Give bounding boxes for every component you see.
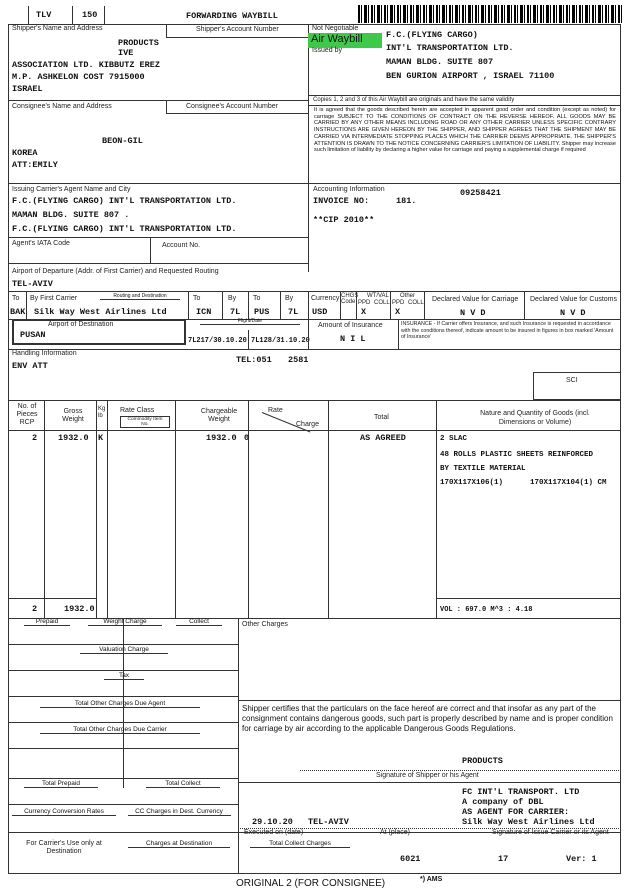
cargo-total: AS AGREED: [360, 433, 406, 443]
awb-prefix: 150: [82, 10, 98, 20]
shipper-label: Shipper's Name and Address: [12, 25, 103, 32]
dv-carriage-label: Declared Value for Carriage: [432, 296, 519, 303]
dv-carriage-value: N V D: [460, 308, 486, 318]
wt-ppd-label: PPD: [358, 300, 371, 306]
other-coll-label: COLL: [408, 300, 424, 306]
not-negotiable-label: Not Negotiable: [312, 25, 359, 32]
gross-header: Gross Weight: [62, 408, 84, 423]
destination-label: Airport of Destination: [48, 321, 114, 328]
route-to-3: PUS: [254, 307, 270, 317]
wt-coll-label: COLL: [374, 300, 390, 306]
execution-date: 29.10.20: [252, 817, 293, 827]
dv-customs-value: N V D: [560, 308, 586, 318]
incoterm: **CIP 2010**: [313, 215, 375, 225]
shipper-account-label: Shipper's Account Number: [196, 26, 279, 33]
issuer-line-4: BEN GURION AIRPORT , ISRAEL 71100: [386, 71, 555, 81]
to-label-1: To: [12, 295, 20, 302]
insurance-label: Amount of Insurance: [318, 322, 383, 329]
awb-number-2: 17: [498, 854, 509, 864]
departure-value: TEL-AVIV: [12, 279, 53, 289]
collect-label: Collect: [176, 618, 222, 626]
route-to-2: ICN: [196, 307, 212, 317]
pieces-header: No. of Pieces RCP: [16, 403, 38, 426]
by-label-2: By: [228, 295, 237, 302]
issuer-line-2: INT'L TRANSPORTATION LTD.: [386, 43, 514, 53]
other-label: Other: [400, 293, 416, 299]
route-by-2: 7L: [230, 307, 241, 317]
shipper-address-1: ASSOCIATION LTD. KIBBUTZ EREZ: [12, 60, 160, 70]
handling-label: Handling Information: [12, 350, 77, 357]
invoice-value: 181.: [396, 196, 417, 206]
agent-line-2: MAMAN BLDG. SUITE 807 .: [12, 210, 130, 220]
issuer-signature-label: Signature of Issue Carrier or its Agent: [492, 829, 609, 836]
other-charges-label: Other Charges: [242, 621, 288, 628]
agent-line-3: F.C.(FLYING CARGO) INT'L TRANSPORTATION LTD.: [12, 224, 237, 234]
air-waybill-badge: Air Waybill: [308, 33, 382, 48]
original-copy-label: ORIGINAL 2 (FOR CONSIGNEE): [236, 878, 386, 889]
total-collect-charges-label: Total Collect Charges: [250, 840, 350, 848]
consignee-line-2: ATT:EMILY: [12, 160, 58, 170]
commodity-header: Commodity Item No.: [127, 417, 163, 427]
rate-class-header: Rate Class: [120, 407, 155, 414]
goods-line-4: 170X117X106(1) 170X117X104(1) CM: [440, 479, 607, 487]
due-carrier-label: Total Other Charges Due Carrier: [40, 726, 200, 734]
handling-tel-2: 2581: [288, 355, 309, 365]
route-to-1: BAK: [10, 307, 26, 317]
contract-terms: It is agreed that the goods described herein are accepted in apparent good order and condition (except as noted) for carriage SUBJECT TO THE CONDITIONS OF CONTRACT ON THE REVERSE HEREOF. ALL GOODS MAY BE CARRIED BY ANY OTHER MEANS INCLUDING ROAD OR ANY OTHER CARRIER UNLESS SPECIFIC CONTRARY INSTRUCTIONS ARE GIVEN HEREON BY THE SHIPPER, AND SHIPPER AGREES THAT THE SHIPMENT MAY BE CARRIED VIA INTERMEDIATE STOPPING PLACES WHICH THE CARRIER DEEMS APPROPRIATE. THE SHIPPER'S ATTENTION IS DRAWN TO THE NOTICE CONCERNING CARRIER'S LIMITATION OF LIABILITY. Shipper may increase such limitation of liability by declaring a higher value for carriage and paying a supplemental charge if required: [314, 107, 616, 154]
cargo-chargeable: 1932.0: [206, 433, 237, 443]
executed-on-label: Executed on (date): [244, 829, 304, 836]
insurance-value: N I L: [340, 334, 366, 344]
cc-dest-label: CC Charges in Dest. Currency: [128, 808, 230, 816]
execution-place: TEL-AVIV: [308, 817, 349, 827]
prepaid-label: Prepaid: [24, 618, 70, 626]
sum-pieces: 2: [32, 604, 38, 614]
total-collect-label: Total Collect: [146, 780, 220, 788]
cargo-pieces: 2: [32, 433, 38, 443]
conversion-label: Currency Conversion Rates: [12, 808, 116, 816]
consignee-line-1: KOREA: [12, 148, 38, 158]
carrier-line-2: A company of DBL: [462, 797, 544, 807]
wtval-label: WT/VAL: [367, 293, 389, 299]
shipper-certification: Shipper certifies that the particulars on the face hereof are correct and that insofar as any part of the consignment contains dangerous goods, such part is properly described by name and is proper condition for carriage by air according to the applicable Dangerous Goods Regulations.: [242, 704, 613, 733]
to-label-2: To: [193, 295, 201, 302]
handling-tel: TEL:051: [236, 355, 272, 365]
sci-label: SCI: [566, 377, 578, 384]
destination-value: PUSAN: [20, 330, 46, 340]
to-label-3: To: [253, 295, 261, 302]
departure-label: Airport of Departure (Addr. of First Carrier) and Requested Routing: [12, 268, 219, 275]
barcode-image: [358, 5, 623, 23]
agent-label: Issuing Carrier's Agent Name and City: [12, 186, 131, 193]
nature-header: Nature and Quantity of Goods (incl. Dimensions or Volume): [480, 410, 590, 426]
consignee-label: Consignee's Name and Address: [12, 103, 112, 110]
cargo-gross: 1932.0: [58, 433, 89, 443]
copies-note: Copies 1, 2 and 3 of this Air Waybill are originals and have the same validity: [313, 97, 515, 103]
rate-header: Rate: [268, 407, 283, 414]
insurance-note: INSURANCE - If Carrier offers Insurance, and such Insurance is requested in accordance with the conditions thereof, indicate amount to be insured in figures in box marked 'Amount of Insurance': [401, 321, 614, 340]
flight-2: 7L128/31.10.20: [251, 337, 310, 345]
flight-date-label: Flight/Date: [200, 318, 300, 325]
consignee-name: BEON-GIL: [102, 136, 143, 146]
account-no-label: Account No.: [162, 242, 201, 249]
accounting-label: Accounting Information: [313, 186, 385, 193]
first-carrier-value: Silk Way West Airlines Ltd: [34, 307, 167, 317]
total-header: Total: [374, 414, 389, 421]
consignee-account-label: Consignee's Account Number: [186, 103, 278, 110]
place-label: At (place): [380, 829, 410, 836]
route-by-3: 7L: [288, 307, 299, 317]
weight-charge-label: Weight Charge: [88, 618, 162, 626]
chargeable-header: Chargeable Weight: [200, 408, 238, 423]
shipper-name: PRODUCTS: [118, 38, 159, 48]
carrier-line-3: AS AGENT FOR CARRIER:: [462, 807, 570, 817]
issued-by-label: Issued by: [312, 47, 342, 54]
goods-line-1: 2 SLAC: [440, 435, 468, 443]
dv-customs-label: Declared Value for Customs: [530, 296, 618, 303]
goods-line-3: BY TEXTILE MATERIAL: [440, 465, 526, 473]
by-label-3: By: [285, 295, 294, 302]
other-ppd-mark: X: [395, 307, 401, 317]
valuation-label: Valuation Charge: [80, 646, 168, 654]
certification-shipper-name: PRODUCTS: [462, 756, 503, 766]
kg-header: Kg lb: [98, 406, 106, 419]
goods-line-2: 48 ROLLS PLASTIC SHEETS REINFORCED: [440, 451, 594, 459]
tax-label: Tax: [104, 672, 144, 680]
other-ppd-label: PPD: [392, 300, 405, 306]
awb-number-1: 6021: [400, 854, 421, 864]
sum-gross: 1932.0: [64, 604, 95, 614]
carrier-line-1: FC INT'L TRANSPORT. LTD: [462, 787, 580, 797]
chgs-code-label: CHGS Code: [341, 293, 359, 305]
ams-mark: *) AMS: [420, 876, 443, 883]
charges-dest-label: Charges at Destination: [128, 840, 230, 848]
shipper-name-2: IVE: [118, 48, 134, 58]
charge-header: Charge: [296, 421, 319, 428]
shipper-address-3: ISRAEL: [12, 84, 43, 94]
routing-dest-label: Routing and Destination: [100, 293, 180, 300]
cargo-unit: K: [98, 433, 104, 443]
handling-value: ENV ATT: [12, 361, 48, 371]
due-agent-label: Total Other Charges Due Agent: [40, 700, 200, 708]
agent-line-1: F.C.(FLYING CARGO) INT'L TRANSPORTATION LTD.: [12, 196, 237, 206]
iata-label: Agent's IATA Code: [12, 240, 70, 247]
issuer-line-1: F.C.(FLYING CARGO): [386, 30, 478, 40]
accounting-number: 09258421: [460, 188, 501, 198]
wt-ppd-mark: X: [361, 307, 367, 317]
total-prepaid-label: Total Prepaid: [24, 780, 98, 788]
volume: VOL : 697.0 M^3 : 4.18: [440, 606, 533, 614]
shipper-address-2: M.P. ASHKELON COST 7915000: [12, 72, 145, 82]
version: Ver: 1: [566, 854, 597, 864]
cargo-chargeable-suffix: 0: [244, 433, 250, 443]
currency-label: Currency: [311, 295, 340, 302]
invoice-label: INVOICE NO:: [313, 196, 370, 206]
carrier-line-4: Silk Way West Airlines Ltd: [462, 817, 595, 827]
first-carrier-label: By First Carrier: [30, 295, 78, 302]
currency-value: USD: [312, 307, 328, 317]
page-title: FORWARDING WAYBILL: [186, 11, 278, 21]
shipper-signature-label: Signature of Shipper or his Agent: [376, 772, 479, 779]
origin-code: TLV: [36, 10, 52, 20]
issuer-line-3: MAMAN BLDG. SUITE 807: [386, 57, 494, 67]
carrier-use-label: For Carrier's Use only at Destination: [26, 840, 102, 855]
flight-1: 7L217/30.10.20: [188, 337, 247, 345]
